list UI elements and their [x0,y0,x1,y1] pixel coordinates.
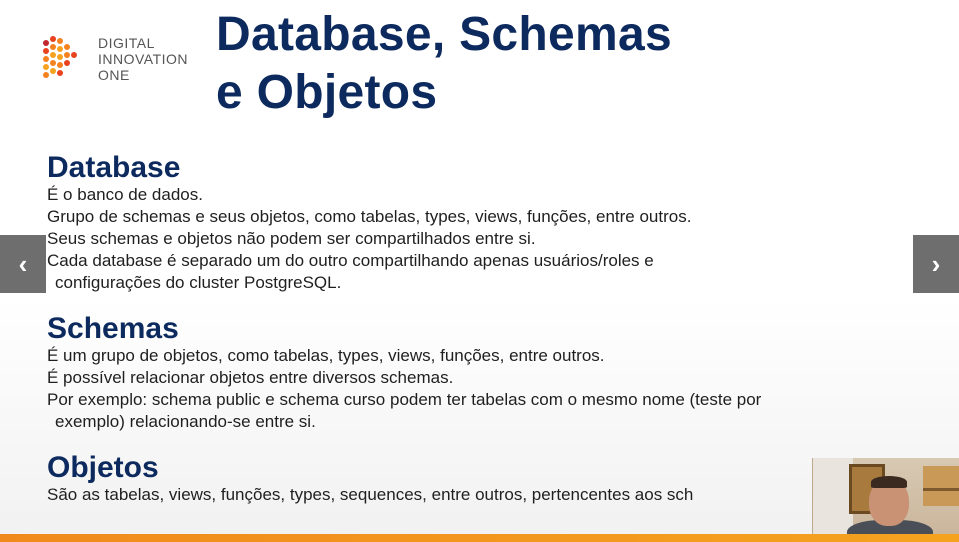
section-schemas [47,313,761,433]
dio-logo-icon [40,33,88,81]
logo-line-digital: DIGITAL [98,35,155,51]
section-objetos [47,452,693,506]
schemas-line: É um grupo de objetos, como tabelas, types, views, funções, entre outros. [47,346,605,365]
logo-line-one: ONE [98,67,130,83]
objetos-line: São as tabelas, views, funções, types, sequences, entre outros, pertencentes aos sch [47,485,694,504]
database-line: Grupo de schemas e seus objetos, como tabelas, types, views, funções, entre outros. [47,207,692,226]
webcam-shelf-edge [923,488,959,491]
schemas-line: Por exemplo: schema public e schema curso podem ter tabelas com o mesmo nome (teste por [47,390,762,409]
dio-logo-text [98,35,188,83]
section-database [47,152,691,294]
chevron-right-icon: › [931,248,941,279]
database-line: Seus schemas e objetos não podem ser compartilhados entre si. [47,229,536,248]
webcam-shelf [923,466,959,506]
database-line: configurações do cluster PostgreSQL. [55,273,342,292]
schemas-line: É possível relacionar objetos entre diversos schemas. [47,368,454,387]
chevron-left-icon: ‹ [18,248,28,279]
section-heading-schemas: Schemas [47,312,179,345]
slide-accent-bar [0,534,959,542]
slide-title-line2: e Objetos [216,66,438,119]
previous-slide-button[interactable] [0,235,46,293]
dio-logo [40,33,200,83]
logo-line-innovation: INNOVATION [98,51,189,67]
section-heading-objetos: Objetos [47,451,159,484]
slide-title-line1: Database, Schemas [216,8,673,61]
next-slide-button[interactable] [913,235,959,293]
presenter-hair [871,476,907,488]
slide-title [216,6,672,122]
section-heading-database: Database [47,151,181,184]
database-line: Cada database é separado um do outro compartilhando apenas usuários/roles e [47,251,654,270]
presenter-webcam [812,458,959,542]
schemas-line: exemplo) relacionando-se entre si. [55,412,316,431]
database-line: É o banco de dados. [47,185,203,204]
